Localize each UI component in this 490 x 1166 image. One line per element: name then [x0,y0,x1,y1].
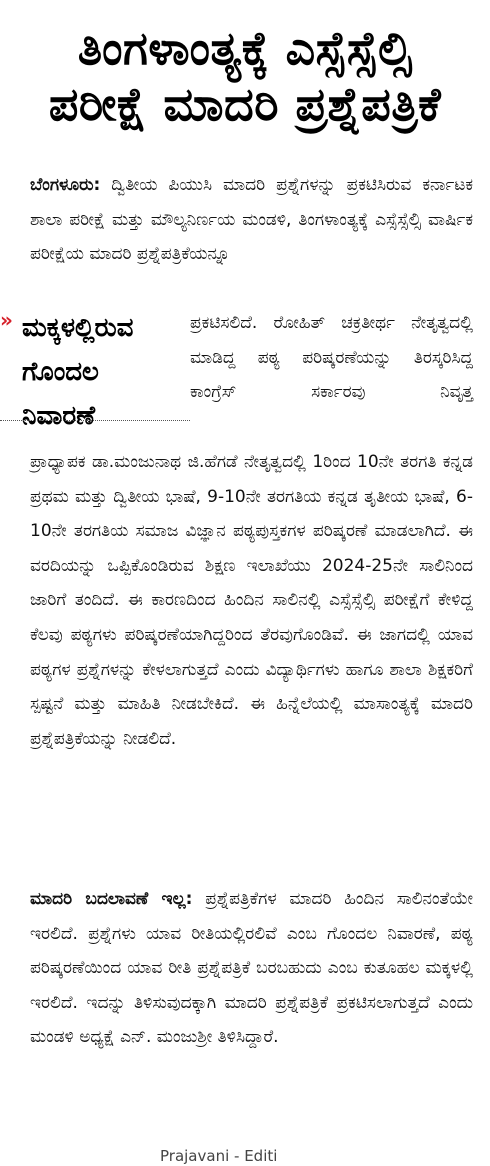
callout-line-1: ಮಕ್ಕಳಲ್ಲಿರುವ [22,313,134,343]
intro-paragraph [30,168,473,272]
section-paragraph [30,882,473,1055]
body-paragraph: ಪ್ರಾಧ್ಯಾಪಕ ಡಾ.ಮಂಜುನಾಥ ಜಿ.ಹೆಗಡೆ ನೇತೃತ್ವದಲ್ಲಿ 1ರಿಂದ 10ನೇ ತರಗತಿ ಕನ್ನಡ ಪ್ರಥಮ ಮತ್ತು ದ್ವಿತೀಯ ಭಾಷೆ, 9-10ನೇ ತರಗತಿಯ ಕನ್ನಡ ತೃತೀಯ ಭಾಷೆ, 6-10ನೇ ತರಗತಿಯ ಸಮಾಜ ವಿಜ್ಞಾನ ಪಠ್ಯಪುಸ್ತಕಗಳ ಪರಿಷ್ಕರಣೆ ಮಾಡಲಾಗಿದೆ. ಈ ವರದಿಯನ್ನು ಒಪ್ಪಿಕೊಂಡಿರುವ ಶಿಕ್ಷಣ ಇಲಾಖೆಯು 2024-25ನೇ ಸಾಲಿನಿಂದ ಜಾರಿಗೆ ತಂದಿದೆ. ಈ ಕಾರಣದಿಂದ ಹಿಂದಿನ ಸಾಲಿನಲ್ಲಿ ಎಸ್ಸೆಸ್ಸೆಲ್ಸಿ ಪರೀಕ್ಷೆಗೆ ಕೇಳಿದ್ದ ಕೆಲವು ಪಠ್ಯಗಳು ಪರಿಷ್ಕರಣೆಯಾಗಿದ್ದರಿಂದ ತೆರವುಗೊಂಡಿವೆ. ಈ ಜಾಗದಲ್ಲಿ ಯಾವ ಪಠ್ಯಗಳ ಪ್ರಶ್ನೆಗಳನ್ನು ಕೇಳಲಾಗುತ್ತದೆ ಎಂದು ವಿದ್ಯಾರ್ಥಿಗಳು ಹಾಗೂ ಶಾಲಾ ಶಿಕ್ಷಕರಿಗೆ ಸ್ಪಷ್ಟನೆ ಮತ್ತು ಮಾಹಿತಿ ನೀಡಬೇಕಿದೆ. ಈ ಹಿನ್ನೆಲೆಯಲ್ಲಿ ಮಾಸಾಂತ್ಯಕ್ಕೆ ಮಾದರಿ ಪ್ರಶ್ನೆಪತ್ರಿಕೆಯನ್ನು ನೀಡಲಿದೆ. [30,452,473,749]
intro-text: ದ್ವಿತೀಯ ಪಿಯುಸಿ ಮಾದರಿ ಪ್ರಶ್ನೆಗಳನ್ನು ಪ್ರಕಟಿಸಿರುವ ಕರ್ನಾಟಕ ಶಾಲಾ ಪರೀಕ್ಷೆ ಮತ್ತು ಮೌಲ್ಯನಿರ್ಣಯ ಮಂಡಳಿ, ತಿಂಗಳಾಂತ್ಯಕ್ಕೆ ಎಸ್ಸೆಸ್ಸೆಲ್ಸಿ ವಾರ್ಷಿಕ ಪರೀಕ್ಷೆಯ ಮಾದರಿ ಪ್ರಶ್ನೆಪತ್ರಿಕೆಯನ್ನೂ [30,175,473,265]
headline-line-2: ಪರೀಕ್ಷೆ ಮಾದರಿ ಪ್ರಶ್ನೆಪತ್ರಿಕೆ [48,77,442,131]
section-lead: ಮಾದರಿ ಬದಲಾವಣೆ ಇಲ್ಲ: [30,889,193,909]
callout-marker: » [0,308,13,332]
callout-line-2: ಗೊಂದಲ [22,357,99,387]
section-text: ಪ್ರಶ್ನೆಪತ್ರಿಕೆಗಳ ಮಾದರಿ ಹಿಂದಿನ ಸಾಲಿನಂತೆಯೇ ಇರಲಿದೆ. ಪ್ರಶ್ನೆಗಳು ಯಾವ ರೀತಿಯಲ್ಲಿರಲಿವೆ ಎಂಬ ಗೊಂದಲ ನಿವಾರಣೆ, ಪಠ್ಯ ಪರಿಷ್ಕರಣೆಯಿಂದ ಯಾವ ರೀತಿ ಪ್ರಶ್ನೆಪತ್ರಿಕೆ ಬರಬಹುದು ಎಂಬ ಕುತೂಹಲ ಮಕ್ಕಳಲ್ಲಿ ಇರಲಿದೆ. ಇದನ್ನು ತಿಳಿಸುವುದಕ್ಕಾಗಿ ಮಾದರಿ ಪ್ರಶ್ನೆಪತ್ರಿಕೆ ಪ್ರಕಟಿಸಲಾಗುತ್ತದೆ ಎಂದು ಮಂಡಳಿ ಅಧ್ಯಕ್ಷೆ ಎನ್. ಮಂಜುಶ್ರೀ ತಿಳಿಸಿದ್ದಾರೆ. [30,889,474,1048]
headline [0,20,490,132]
callout-box [22,306,182,438]
callout-divider [0,420,190,421]
dateline: ಬೆಂಗಳೂರು: [30,175,101,195]
headline-line-1: ತಿಂಗಳಾಂತ್ಯಕ್ಕೆ ಎಸ್ಸೆಸ್ಸೆಲ್ಸಿ [77,21,413,75]
callout-line-3: ನಿವಾರಣೆ [22,401,96,431]
side-column-text: ಪ್ರಕಟಿಸಲಿದೆ. ರೋಹಿತ್ ಚಕ್ರತೀರ್ಥ ನೇತೃತ್ವದಲ್ಲಿ ಮಾಡಿದ್ದ ಪಠ್ಯ ಪರಿಷ್ಕರಣೆಯನ್ನು ತಿರಸ್ಕರಿಸಿದ್ದ ಕಾಂಗ್ರೆಸ್ ಸರ್ಕಾರವು ನಿವೃತ್ತ [190,313,473,403]
footer-source: Prajavani - Editi [160,1147,278,1165]
